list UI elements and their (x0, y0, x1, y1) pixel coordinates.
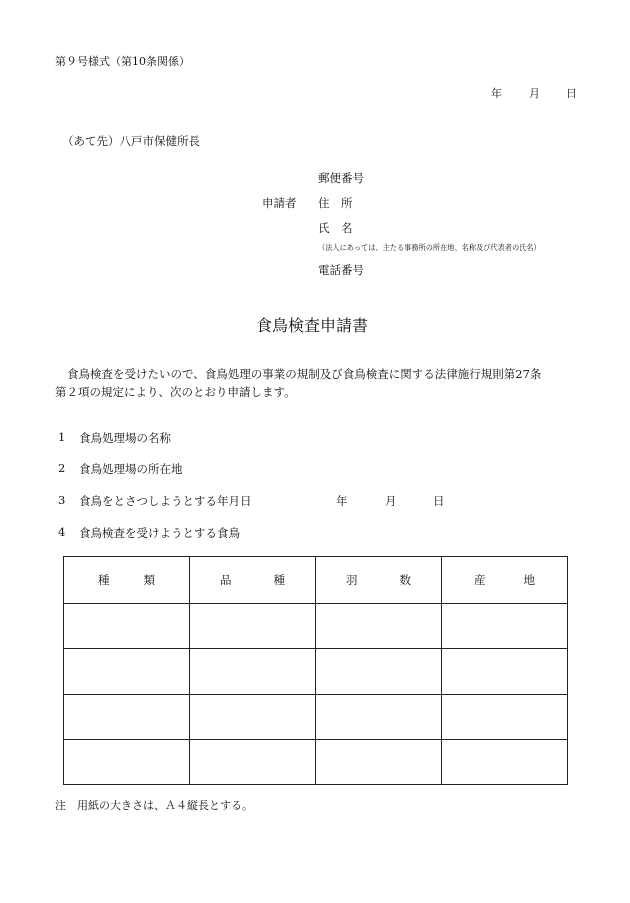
applicant-name-label: 氏 名 (318, 221, 353, 235)
table-cell[interactable] (316, 649, 442, 694)
table-cell[interactable] (442, 739, 568, 784)
applicant-postal-code-label: 郵便番号 (318, 171, 364, 185)
table-cell[interactable] (316, 739, 442, 784)
item-3-year-label: 年 (336, 494, 348, 508)
header-breed: 品種 (220, 573, 285, 587)
table-cell[interactable] (316, 604, 442, 649)
footer-note: 注 用紙の大きさは、Ａ４縦長とする。 (55, 799, 253, 812)
item-3-month-label: 月 (385, 494, 397, 508)
item-3-day-label: 日 (433, 494, 445, 508)
table-row (64, 649, 568, 694)
applicant-phone-label: 電話番号 (318, 263, 364, 277)
table-cell[interactable] (190, 604, 316, 649)
form-number: 第９号様式（第10条関係） (55, 55, 190, 68)
table-cell[interactable] (190, 694, 316, 739)
table-header-row (64, 557, 568, 604)
table-cell[interactable] (442, 649, 568, 694)
item-3-label: 食鳥をとさつしようとする年月日 (79, 494, 252, 508)
table-row (64, 739, 568, 784)
item-1-label: 食鳥処理場の名称 (79, 431, 171, 445)
table-cell[interactable] (190, 649, 316, 694)
item-2-number: 2 (58, 461, 66, 475)
table-header-cell (190, 557, 316, 604)
table-cell[interactable] (190, 739, 316, 784)
header-type: 種類 (98, 573, 155, 587)
table-row (64, 694, 568, 739)
table-row (64, 604, 568, 649)
item-1-number: 1 (58, 430, 66, 444)
addressee: （あて先）八戸市保健所長 (62, 134, 200, 148)
poultry-table (63, 556, 568, 785)
table-header-cell (316, 557, 442, 604)
table-cell[interactable] (64, 739, 190, 784)
applicant-name-note: （法人にあっては、主たる事務所の所在地、名称及び代表者の氏名） (318, 243, 541, 252)
date-month-label: 月 (529, 87, 540, 100)
table-cell[interactable] (64, 694, 190, 739)
body-line-1: 食鳥検査を受けたいので、食鳥処理の事業の規制及び食鳥検査に関する法律施行規則第27条 (67, 367, 542, 381)
date-year-label: 年 (491, 87, 502, 100)
table-cell[interactable] (316, 694, 442, 739)
item-3-number: 3 (58, 493, 66, 507)
item-4-label: 食鳥検査を受けようとする食鳥 (79, 526, 240, 540)
body-line-2: 第２項の規定により、次のとおり申請します。 (55, 385, 296, 399)
applicant-label: 申請者 (262, 196, 297, 210)
date-day-label: 日 (566, 87, 577, 100)
header-origin: 産地 (474, 573, 535, 587)
table-cell[interactable] (64, 604, 190, 649)
header-count: 羽数 (346, 573, 411, 587)
page-title: 食鳥検査申請書 (256, 316, 369, 335)
item-4-number: 4 (58, 525, 66, 539)
table-cell[interactable] (442, 694, 568, 739)
table-header-cell (64, 557, 190, 604)
table-header-cell (442, 557, 568, 604)
table-cell[interactable] (442, 604, 568, 649)
item-2-label: 食鳥処理場の所在地 (79, 462, 183, 476)
applicant-address-label: 住 所 (318, 196, 353, 210)
table-cell[interactable] (64, 649, 190, 694)
